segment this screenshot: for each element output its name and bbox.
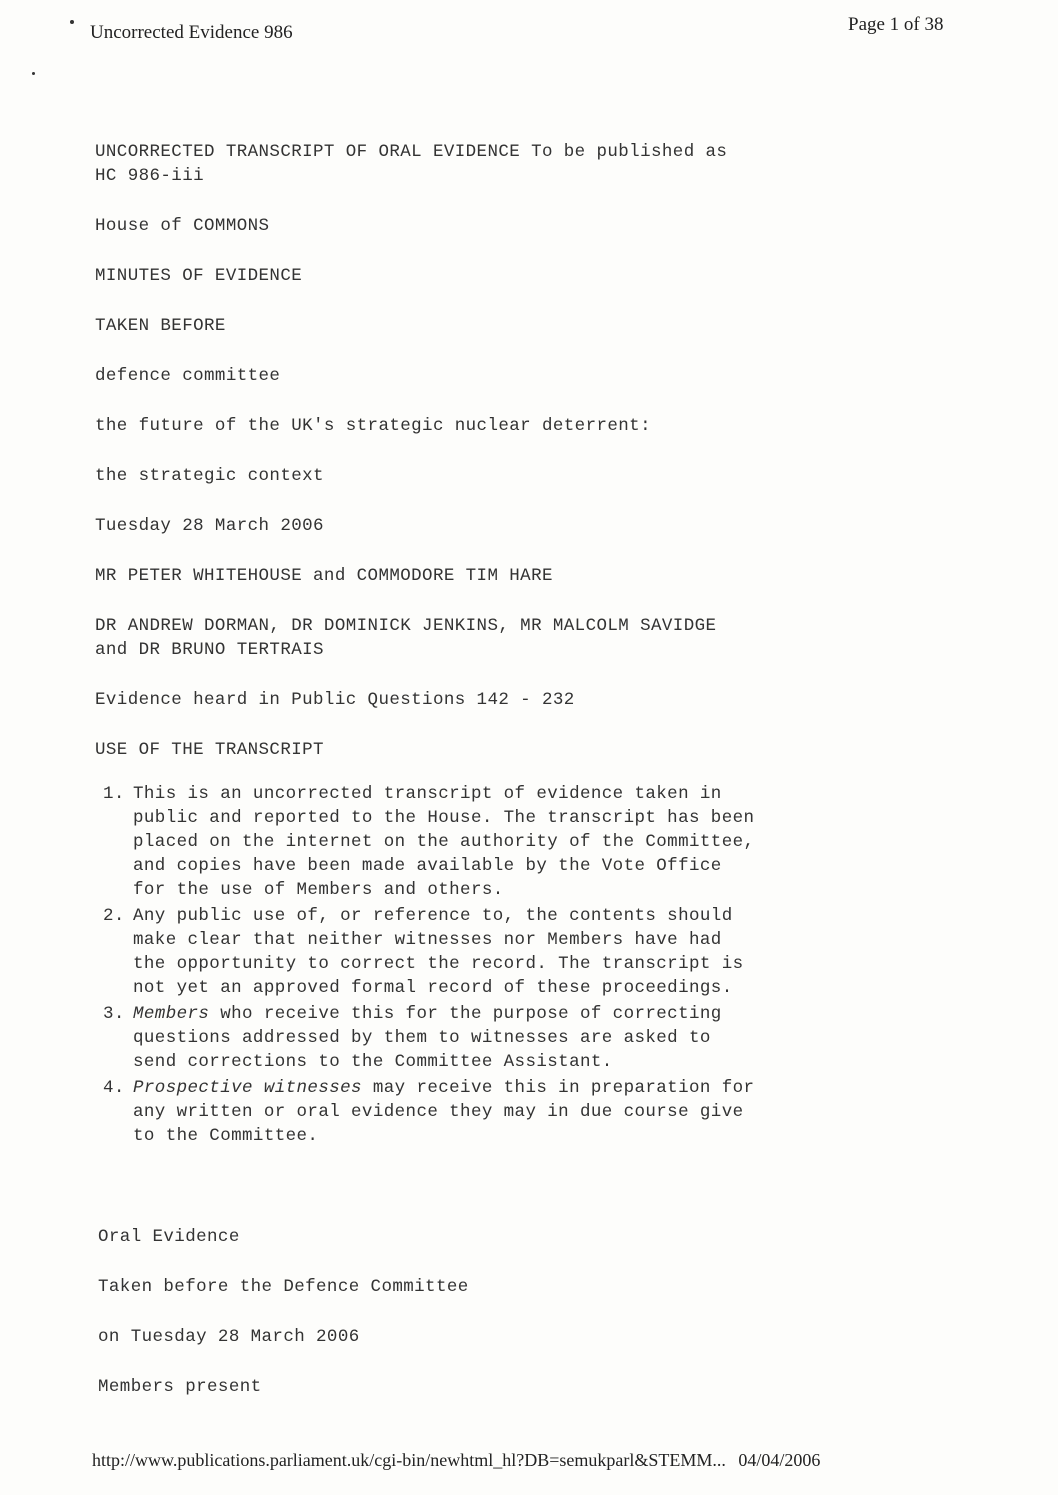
taken-before-heading: TAKEN BEFORE [95,316,226,336]
use-of-transcript-heading: USE OF THE TRANSCRIPT [95,740,324,760]
transcript-body [95,140,895,1150]
oral-date: on Tuesday 28 March 2006 [98,1327,360,1347]
committee-name: defence committee [95,366,281,386]
list-item: 3. Members who receive this for the purpose of correcting questions addressed by them to witnesses are asked to send corrections to the Committee Assistant. [103,1004,722,1072]
list-item: 1. This is an uncorrected transcript of evidence taken in public and reported to the House. The transcript has been placed on the internet on the authority of the Committee, and copies have been made available by the Vote Office for the use of Members and others. [103,784,755,900]
session-date: Tuesday 28 March 2006 [95,516,324,536]
witnesses-panel-2: DR ANDREW DORMAN, DR DOMINICK JENKINS, MR MALCOLM SAVIDGE and DR BRUNO TERTRAIS [95,616,717,660]
oral-taken-before: Taken before the Defence Committee [98,1277,469,1297]
inquiry-title: the future of the UK's strategic nuclear deterrent: [95,416,651,436]
use-of-transcript-list [95,782,895,1148]
members-present-heading: Members present [98,1377,262,1397]
list-item: 4. Prospective witnesses may receive this in preparation for any written or oral evidence they may in due course give to the Committee. [103,1078,755,1146]
inquiry-subtitle: the strategic context [95,466,324,486]
oral-evidence-section [98,1225,469,1425]
witnesses-panel-1: MR PETER WHITEHOUSE and COMMODORE TIM HARE [95,566,553,586]
header-page-number: Page 1 of 38 [848,14,944,35]
evidence-heard-line: Evidence heard in Public Questions 142 - 232 [95,690,575,710]
page-footer [92,1450,820,1471]
scan-mark-dot [70,20,74,24]
transcript-title: UNCORRECTED TRANSCRIPT OF ORAL EVIDENCE To be published as HC 986-iii [95,142,728,186]
minutes-heading: MINUTES OF EVIDENCE [95,266,303,286]
footer-url: http://www.publications.parliament.uk/cgi-bin/newhtml_hl?DB=semukparl&STEMM... [92,1450,726,1470]
header-document-title: Uncorrected Evidence 986 [90,22,293,43]
house-name: House of COMMONS [95,216,270,236]
footer-date: 04/04/2006 [738,1450,821,1470]
oral-evidence-heading: Oral Evidence [98,1227,240,1247]
list-item: 2. Any public use of, or reference to, the contents should make clear that neither witnesses nor Members have had the opportunity to correct the record. The transcript is not yet an approved formal record of these proceedings. [103,906,744,998]
scan-mark-dot [32,72,35,75]
